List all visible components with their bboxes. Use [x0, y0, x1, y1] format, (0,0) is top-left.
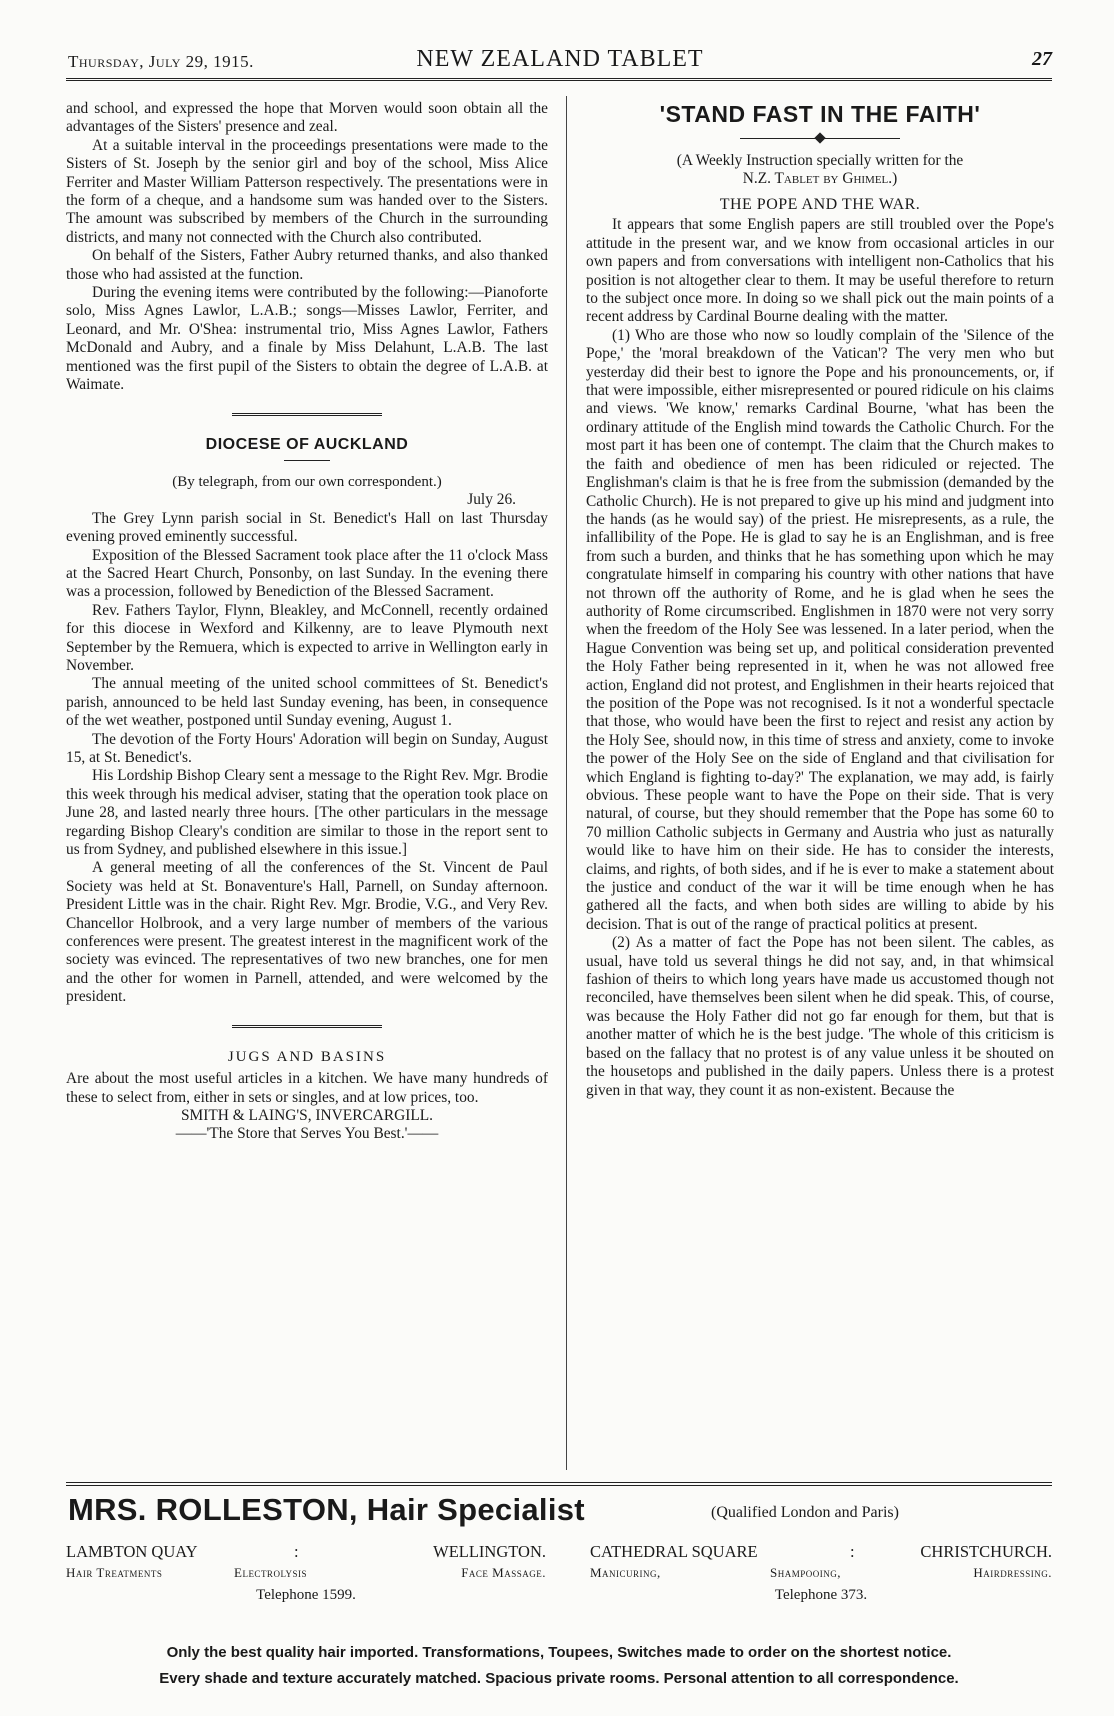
- article-series-title: 'STAND FAST IN THE FAITH': [659, 101, 981, 127]
- column-divider: [566, 96, 567, 1470]
- paragraph: The devotion of the Forty Hours' Adoration will begin on Sunday, August 15, at St. Benedict's.: [66, 730, 548, 766]
- phone: Telephone 373.: [774, 1587, 868, 1603]
- paragraph: It appears that some English papers are still troubled over the Pope's attitude in the present war, and we know from occasional articles in our own papers and from conversations with intelligent non-Catholics that his position is not altogether clear to them. It may be useful therefore to return to the subject once more. In doing so we shall pick out the main points of a recent address by Cardinal Bourne dealing with the matter.: [586, 216, 1054, 326]
- right-column: [586, 100, 1054, 1100]
- paragraph: At a suitable interval in the proceedings presentations were made to the Sisters of St. Joseph by the senior girl and boy of the school, Miss Alice Ferriter and Master William Patterson respectively. The presentations were in the form of a cheque, and a handsome sum was handed over to the Sisters. The amount was subscribed by members of the Church in the surrounding districts, and many not connected with the Church also contributed.: [66, 136, 548, 246]
- paragraph: and school, and expressed the hope that Morven would soon obtain all the advantages of the Sisters' presence and zeal.: [66, 100, 548, 136]
- advert-tagline: Every shade and texture accurately matched. Spacious private rooms. Personal attention to all correspondence.: [159, 1670, 959, 1687]
- christchurch-address: [590, 1542, 1052, 1604]
- city: WELLINGTON.: [433, 1542, 546, 1561]
- service: Electrolysis: [234, 1565, 308, 1580]
- phone: Telephone 1599.: [256, 1587, 356, 1603]
- hair-specialist-advert: [66, 1492, 1052, 1702]
- page-header: [68, 46, 1052, 74]
- paragraph: The annual meeting of the united school committees of St. Benedict's parish, announced to be held last Sunday evening, has been, in consequence of the wet weather, postponed until Sunday evening, August 1.: [66, 675, 548, 730]
- service: Hairdressing.: [973, 1565, 1052, 1580]
- street: LAMBTON QUAY: [66, 1542, 198, 1561]
- jugs-shop: SMITH & LAING'S, INVERCARGILL.: [180, 1106, 433, 1124]
- paragraph: (1) Who are those who now so loudly complain of the 'Silence of the Pope,' the 'moral breakdown of the Vatican'? The very men who but yesterday did their best to ignore the Pope and his pronouncements, or, if that were impossible, either misrepresented or poured ridicule on his claims and views. 'We know,' remarks Cardinal Bourne, 'what has been the ordinary attitude of the English mind towards the Catholic Church. For the most part it has been one of contempt. The claim that the Church makes to the faith and obedience of men has been ridiculed or rejected. The Englishman's claim is that he is free from the submission (demanded by the Catholic Church). He is not prepared to give up his mind and judgment into the hands (as he would say) of the priest. He misrepresents, as a rule, the infallibility of the Pope. He is glad to say he is an Englishman, and is free from such a burden, and thinks that he has something upon which he may congratulate himself in comparing his country with other nations that have not thrown off the authority of Rome, and he is glad when he sees the authority of Rome circumscribed. Englishmen in 1870 were not very sorry when the freedom of the Holy See was lessened. In a later period, when the Hague Convention was being set up, and political consideration prevented the Holy Father being represented in it, when he was not allowed free action, England did not protest, and Englishmen in their hearts rejoiced that the position of the Pope was not recognised. Is it not a wonderful spectacle that those, who would have been the first to reject and resist any action by the Holy See, should now, in this time of stress and anxiety, come to invoke the power of the Holy See on the side of England and that civilisation for which England is fighting to-day?' The explanation, we may add, is fairly obvious. These people want to have the Pope on their side. That is very natural, of course, but they should remember that the Pope has some 60 to 70 million Catholic subjects in Germany and Austria who just as naturally would like to have him on their side. He has to consider the interests, claims, and rights, of both sides, and if he is ever to make a statement about the justice and conduct of the war it will be time enough when he has gathered all the facts, and when both sides are willing to abide by his decision. That is out of the range of practical politics at present.: [586, 326, 1054, 933]
- article-heading: THE POPE AND THE WAR.: [719, 196, 921, 213]
- service: Manicuring,: [590, 1565, 661, 1580]
- section-divider: [232, 413, 382, 418]
- city: CHRISTCHURCH.: [920, 1542, 1052, 1561]
- jugs-heading: JUGS AND BASINS: [227, 1048, 387, 1065]
- paragraph: A general meeting of all the conferences of the St. Vincent de Paul Society was held at St. Bonaventure's Hall, Parnell, on Sunday afternoon. President Little was in the chair. Right Rev. Mgr. Brodie, V.G., and Very Rev. Chancellor Holbrook, and a very large number of members of the various conferences were present. The greatest interest in the magnificent work of the society was evinced. The representatives of two new branches, one for men and the other for women in Parnell, attended, and were welcomed by the president.: [66, 859, 548, 1006]
- paragraph: Rev. Fathers Taylor, Flynn, Bleakley, and McConnell, recently ordained for this diocese in Wexford and Kilkenny, are to leave Plymouth next September by the Remuera, which is expected to arrive in Wellington early in November.: [66, 601, 548, 674]
- advert-tagline: Only the best quality hair imported. Transformations, Toupees, Switches made to order on the shortest notice.: [166, 1644, 952, 1661]
- paragraph: His Lordship Bishop Cleary sent a message to the Right Rev. Mgr. Brodie this week through his medical adviser, stating that the operation took place on June 28, and lasted nearly three hours. [The other particulars in the message regarding Bishop Cleary's condition are similar to those in the report sent to us from Sydney, and published elsewhere in this issue.]: [66, 767, 548, 859]
- page-number: 27: [1032, 48, 1052, 70]
- advert-rule: [66, 1482, 1052, 1488]
- separator: :: [294, 1542, 299, 1561]
- paragraph: (2) As a matter of fact the Pope has not been silent. The cables, as usual, have told us several things he did not say, and, in that whimsical fashion of theirs to which long years have made us accustomed though not reconciled, have themselves been silent when he did speak. This, of course, was because the Holy Father did not go far enough for them, but that is another matter of which he is the best judge. 'The whole of this criticism is based on the fallacy that no protest is of any value unless it be shouted on the housetops and published in the daily papers. Unless there is a protest given in that way, they count it as non-existent. Because the: [586, 934, 1054, 1099]
- advert-name: MRS. ROLLESTON, Hair Specialist: [68, 1492, 585, 1527]
- paragraph: On behalf of the Sisters, Father Aubry returned thanks, and also thanked those who had assisted at the function.: [66, 247, 548, 283]
- auckland-dateline: July 26.: [467, 491, 516, 509]
- left-column: [66, 100, 548, 1144]
- service: Hair Treatments: [66, 1565, 163, 1580]
- auckland-heading: DIOCESE OF AUCKLAND: [205, 435, 409, 453]
- masthead-title: NEW ZEALAND TABLET: [416, 46, 704, 72]
- separator: :: [850, 1542, 855, 1561]
- paragraph: The Grey Lynn parish social in St. Benedict's Hall on last Thursday evening proved eminently successful.: [66, 509, 548, 546]
- street: CATHEDRAL SQUARE: [590, 1542, 758, 1561]
- heading-rule: [284, 460, 330, 461]
- ornament-rule: [740, 134, 900, 144]
- header-rule: [66, 78, 1052, 82]
- service: Shampooing,: [770, 1565, 841, 1580]
- paragraph: During the evening items were contributed by the following:—Pianoforte solo, Miss Agnes Lawlor, L.A.B.; songs—Misses Lawlor, Ferriter, and Leonard, and Mr. O'Shea: instrumental trio, Miss Agnes Lawlor, Fathers McDonald and Aubry, and a finale by Miss Delahunt, L.A.B. The last mentioned was the first pupil of the Sisters to obtain the degree of L.A.B. at Waimate.: [66, 284, 548, 394]
- subtitle-author: N.Z. Tablet by Ghimel.): [742, 170, 898, 187]
- jugs-slogan: ——'The Store that Serves You Best.'——: [175, 1125, 439, 1143]
- issue-date: Thursday, July 29, 1915.: [68, 52, 254, 71]
- service: Face Massage.: [461, 1565, 546, 1580]
- wellington-address: [66, 1542, 546, 1604]
- article-subtitle: [586, 152, 1054, 188]
- jugs-text: Are about the most useful articles in a kitchen. We have many hundreds of these to select from, either in sets or singles, and at low prices, too.: [66, 1070, 548, 1106]
- paragraph: Exposition of the Blessed Sacrament took place after the 11 o'clock Mass at the Sacred Heart Church, Ponsonby, on last Sunday. In the evening there was a procession, followed by Benediction of the Blessed Sacrament.: [66, 546, 548, 601]
- subtitle-line: (A Weekly Instruction specially written for the: [676, 152, 964, 169]
- advert-qualification: (Qualified London and Paris): [711, 1504, 899, 1521]
- section-divider: [232, 1025, 382, 1030]
- auckland-byline: (By telegraph, from our own correspondent.): [172, 473, 442, 490]
